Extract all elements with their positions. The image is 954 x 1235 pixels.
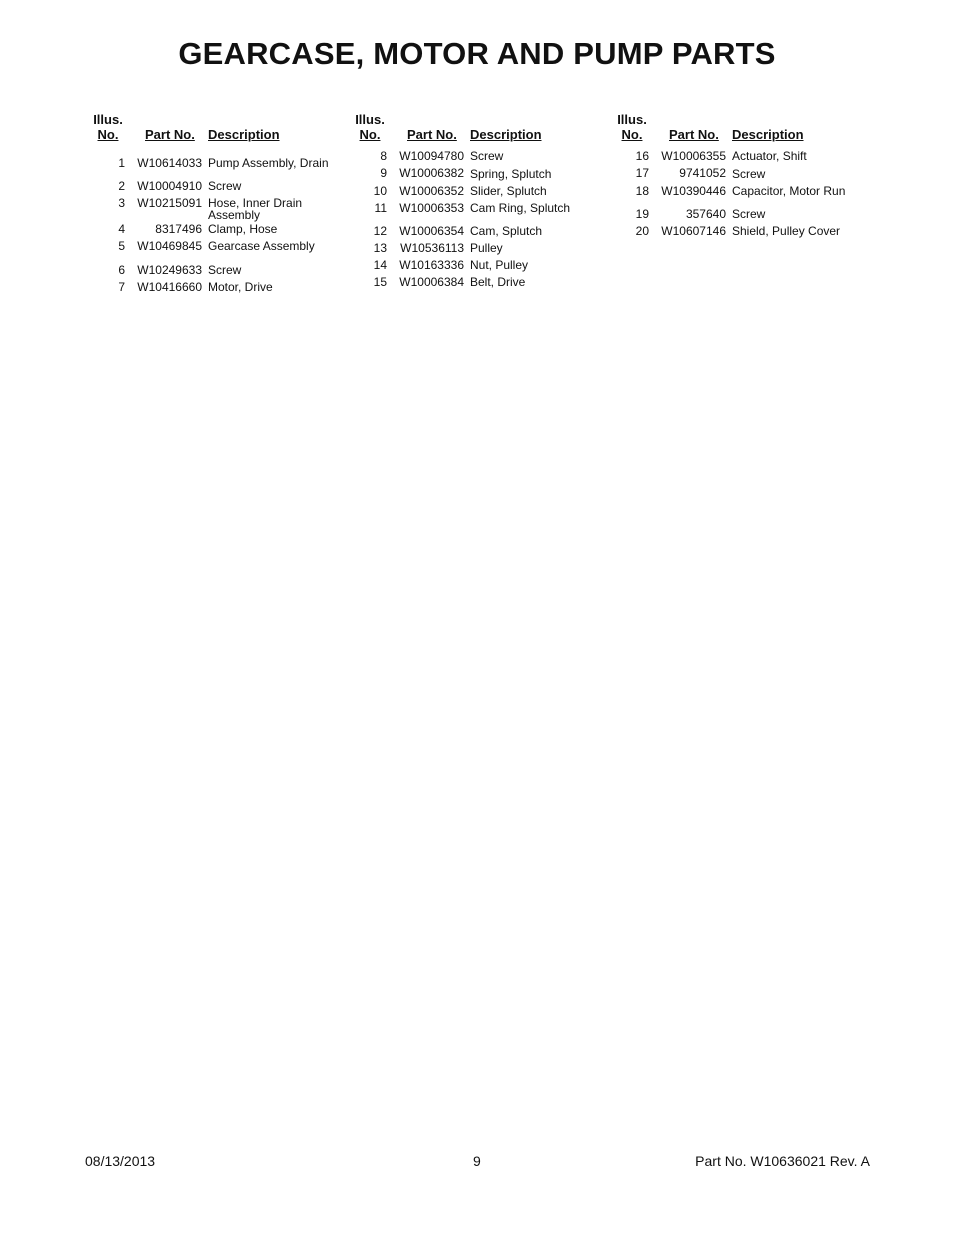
illus-no-header: Illus. No.	[93, 112, 123, 142]
part-description: Cam Ring, Splutch	[470, 201, 571, 215]
description-header: Description	[732, 127, 804, 142]
illus-no-header: Illus. No.	[617, 112, 647, 142]
part-description: Clamp, Hose	[208, 222, 278, 236]
part-number: W10416660	[137, 280, 202, 294]
description-header: Description	[470, 127, 542, 142]
part-description: Screw	[208, 179, 242, 193]
illus-number: 12	[373, 224, 387, 238]
parts-column-3	[612, 110, 874, 238]
column-header	[88, 110, 350, 146]
part-number: W10006352	[399, 184, 464, 198]
part-number: W10215091	[137, 196, 202, 210]
part-description: Pump Assembly, Drain	[208, 156, 329, 170]
footer-date: 08/13/2013	[85, 1153, 156, 1169]
part-description: Screw	[208, 263, 242, 277]
part-description: Shield, Pulley Cover	[732, 224, 841, 238]
illus-number: 15	[373, 275, 387, 289]
description-header: Description	[208, 127, 280, 142]
illus-number: 8	[380, 149, 387, 163]
part-number: W10536113	[400, 241, 464, 255]
illus-number: 13	[373, 241, 387, 255]
illus-number: 14	[373, 258, 387, 272]
part-number: W10006384	[399, 275, 464, 289]
illus-number: 20	[635, 224, 649, 238]
illus-number: 1	[118, 156, 125, 170]
part-description: Nut, Pulley	[470, 258, 529, 272]
part-description: Screw	[732, 167, 766, 181]
illus-number: 16	[635, 149, 649, 163]
footer-page-number: 9	[473, 1153, 481, 1169]
part-description: Actuator, Shift	[732, 149, 807, 163]
illus-number: 10	[373, 184, 387, 198]
part-number: 357640	[685, 207, 726, 221]
part-description: Cam, Splutch	[470, 224, 543, 238]
part-number: W10006353	[399, 201, 464, 215]
part-number: 9741052	[679, 166, 726, 180]
part-number: 8317496	[155, 222, 202, 236]
part-description: Spring, Splutch	[470, 167, 552, 181]
part-description: Pulley	[470, 241, 503, 255]
part-description-line2: Assembly	[208, 208, 261, 222]
parts-column-1	[88, 110, 350, 294]
part-description: Slider, Splutch	[470, 184, 547, 198]
part-description: Motor, Drive	[208, 280, 273, 294]
part-number: W10614033	[137, 156, 202, 170]
illus-number: 5	[118, 239, 125, 253]
illus-no-header: Illus. No.	[355, 112, 385, 142]
part-number: W10006354	[399, 224, 464, 238]
illus-number: 17	[635, 166, 649, 180]
part-description: Gearcase Assembly	[208, 239, 315, 253]
page-title: GEARCASE, MOTOR AND PUMP PARTS	[178, 36, 776, 71]
illus-number: 11	[374, 201, 387, 215]
parts-column-2	[350, 110, 612, 289]
part-number: W10004910	[137, 179, 202, 193]
illus-number: 2	[118, 179, 125, 193]
column-header	[350, 110, 612, 146]
part-no-header: Part No.	[669, 127, 719, 142]
illus-number: 9	[380, 166, 387, 180]
part-description: Hose, Inner Drain	[208, 196, 303, 210]
footer-part-reference: Part No. W10636021 Rev. A	[695, 1153, 870, 1169]
part-no-header: Part No.	[407, 127, 457, 142]
illus-number: 3	[118, 196, 125, 210]
part-number: W10006382	[399, 166, 464, 180]
part-description: Capacitor, Motor Run	[732, 184, 846, 198]
illus-number: 18	[635, 184, 649, 198]
part-number: W10607146	[661, 224, 726, 238]
part-description: Belt, Drive	[470, 275, 526, 289]
part-number: W10094780	[399, 149, 464, 163]
illus-number: 19	[635, 207, 649, 221]
illus-number: 7	[118, 280, 125, 294]
part-number: W10163336	[399, 258, 464, 272]
part-number: W10006355	[661, 149, 726, 163]
part-description: Screw	[470, 149, 504, 163]
illus-number: 4	[118, 222, 125, 236]
part-number: W10390446	[661, 184, 726, 198]
illus-number: 6	[118, 263, 125, 277]
column-header	[612, 110, 874, 146]
part-number: W10469845	[137, 239, 202, 253]
part-no-header: Part No.	[145, 127, 195, 142]
part-description: Screw	[732, 207, 766, 221]
part-number: W10249633	[137, 263, 202, 277]
